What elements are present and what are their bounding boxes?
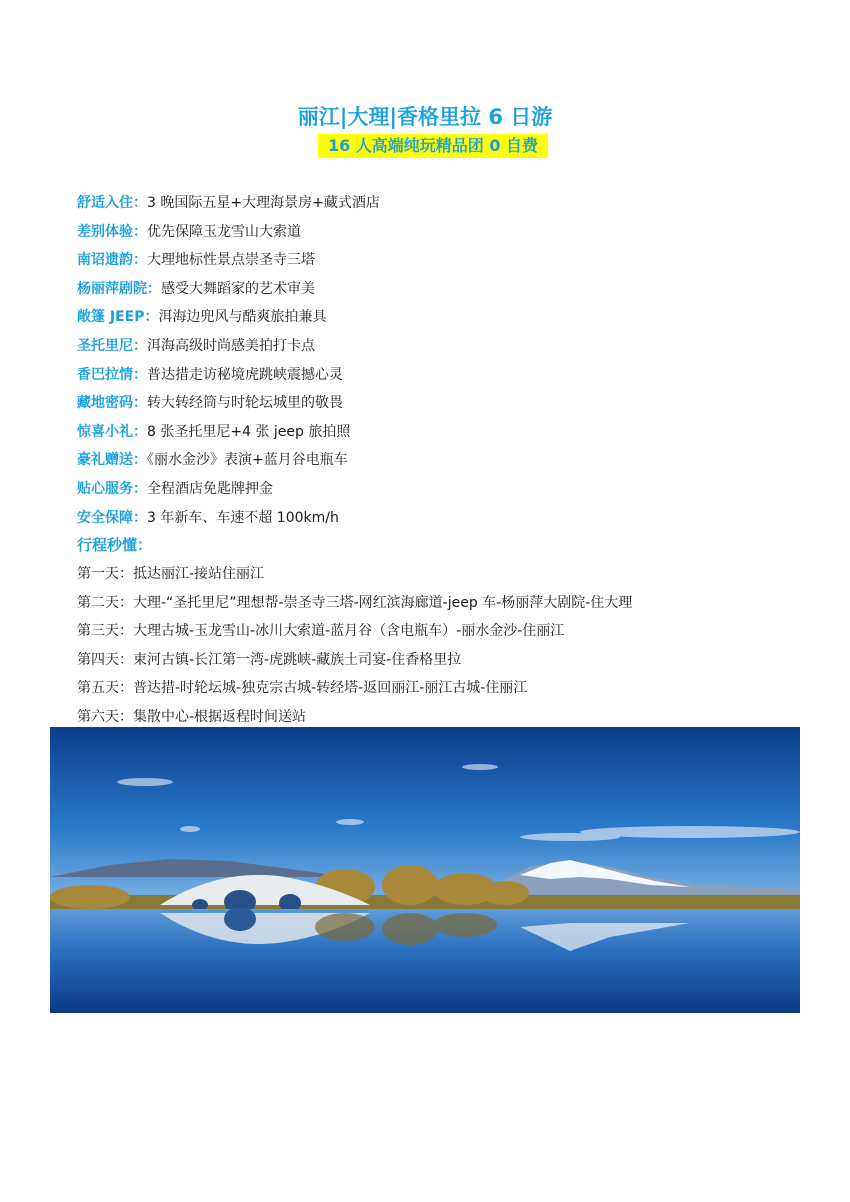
feature-label: 香巴拉情： [77, 366, 147, 383]
feature-item [77, 332, 380, 361]
feature-text: 洱海边兜风与酷爽旅拍兼具 [158, 309, 327, 326]
subtitle-container [0, 134, 850, 158]
feature-item [77, 475, 380, 504]
itinerary-day: 第二天：大理-“圣托里尼”理想帮-崇圣寺三塔-网红滨海廊道-jeep 车-杨丽萍大剧院-住大理 [77, 594, 633, 611]
feature-label: 惊喜小礼： [77, 423, 147, 440]
landscape-photo [50, 727, 800, 1013]
feature-list [77, 189, 380, 532]
feature-item [77, 446, 380, 475]
feature-label: 杨丽萍剧院： [77, 280, 161, 297]
feature-label: 敞篷 JEEP： [77, 309, 159, 326]
feature-label: 差别体验： [77, 223, 147, 240]
itinerary-list [77, 560, 632, 732]
feature-item [77, 218, 380, 247]
feature-label: 豪礼赠送： [77, 452, 147, 469]
feature-label: 贴心服务： [77, 480, 147, 497]
feature-label: 舒适入住： [77, 195, 147, 211]
feature-item [77, 303, 380, 332]
feature-text: 《丽水金沙》表演+蓝月谷电瓶车 [147, 452, 348, 469]
feature-text: 3 晚国际五星+大理海景房+藏式酒店 [147, 195, 380, 211]
feature-item [77, 418, 380, 447]
feature-label: 圣托里尼： [77, 337, 147, 354]
feature-text: 优先保障玉龙雪山大索道 [147, 223, 301, 240]
itinerary-day: 第三天：大理古城-玉龙雪山-冰川大索道-蓝月谷（含电瓶车）-丽水金沙-住丽江 [77, 623, 565, 640]
feature-item [77, 504, 380, 533]
feature-item [77, 361, 380, 390]
feature-label: 南诏遗韵： [77, 252, 147, 269]
page-subtitle: 16 人高端纯玩精品团 0 自费 [318, 134, 548, 158]
feature-item [77, 246, 380, 275]
feature-text: 转大转经筒与时轮坛城里的敬畏 [147, 395, 343, 412]
feature-item [77, 189, 380, 218]
feature-text: 全程酒店免匙牌押金 [147, 480, 273, 497]
feature-text: 洱海高级时尚感美拍打卡点 [147, 337, 315, 354]
feature-label: 安全保障： [77, 509, 147, 526]
itinerary-day: 第六天：集散中心-根据返程时间送站 [77, 708, 307, 725]
feature-item [77, 389, 380, 418]
feature-text: 普达措走访秘境虎跳峡震撼心灵 [147, 366, 343, 383]
itinerary-day: 第四天：束河古镇-长江第一湾-虎跳峡-藏族土司宴-住香格里拉 [77, 651, 462, 668]
feature-text: 3 年新车、车速不超 100km/h [147, 509, 339, 526]
itinerary-day: 第一天：抵达丽江-接站住丽江 [77, 566, 265, 582]
feature-item [77, 275, 380, 304]
itinerary-day: 第五天：普达措-时轮坛城-独克宗古城-转经塔-返回丽江-丽江古城-住丽江 [77, 680, 528, 697]
feature-label: 藏地密码： [77, 395, 147, 412]
feature-text: 感受大舞蹈家的艺术审美 [161, 280, 315, 297]
itinerary-heading: 行程秒懂： [77, 536, 153, 554]
page-title: 丽江|大理|香格里拉 6 日游 [297, 105, 553, 129]
feature-text: 8 张圣托里尼+4 张 jeep 旅拍照 [147, 423, 351, 440]
feature-text: 大理地标性景点崇圣寺三塔 [147, 252, 315, 269]
